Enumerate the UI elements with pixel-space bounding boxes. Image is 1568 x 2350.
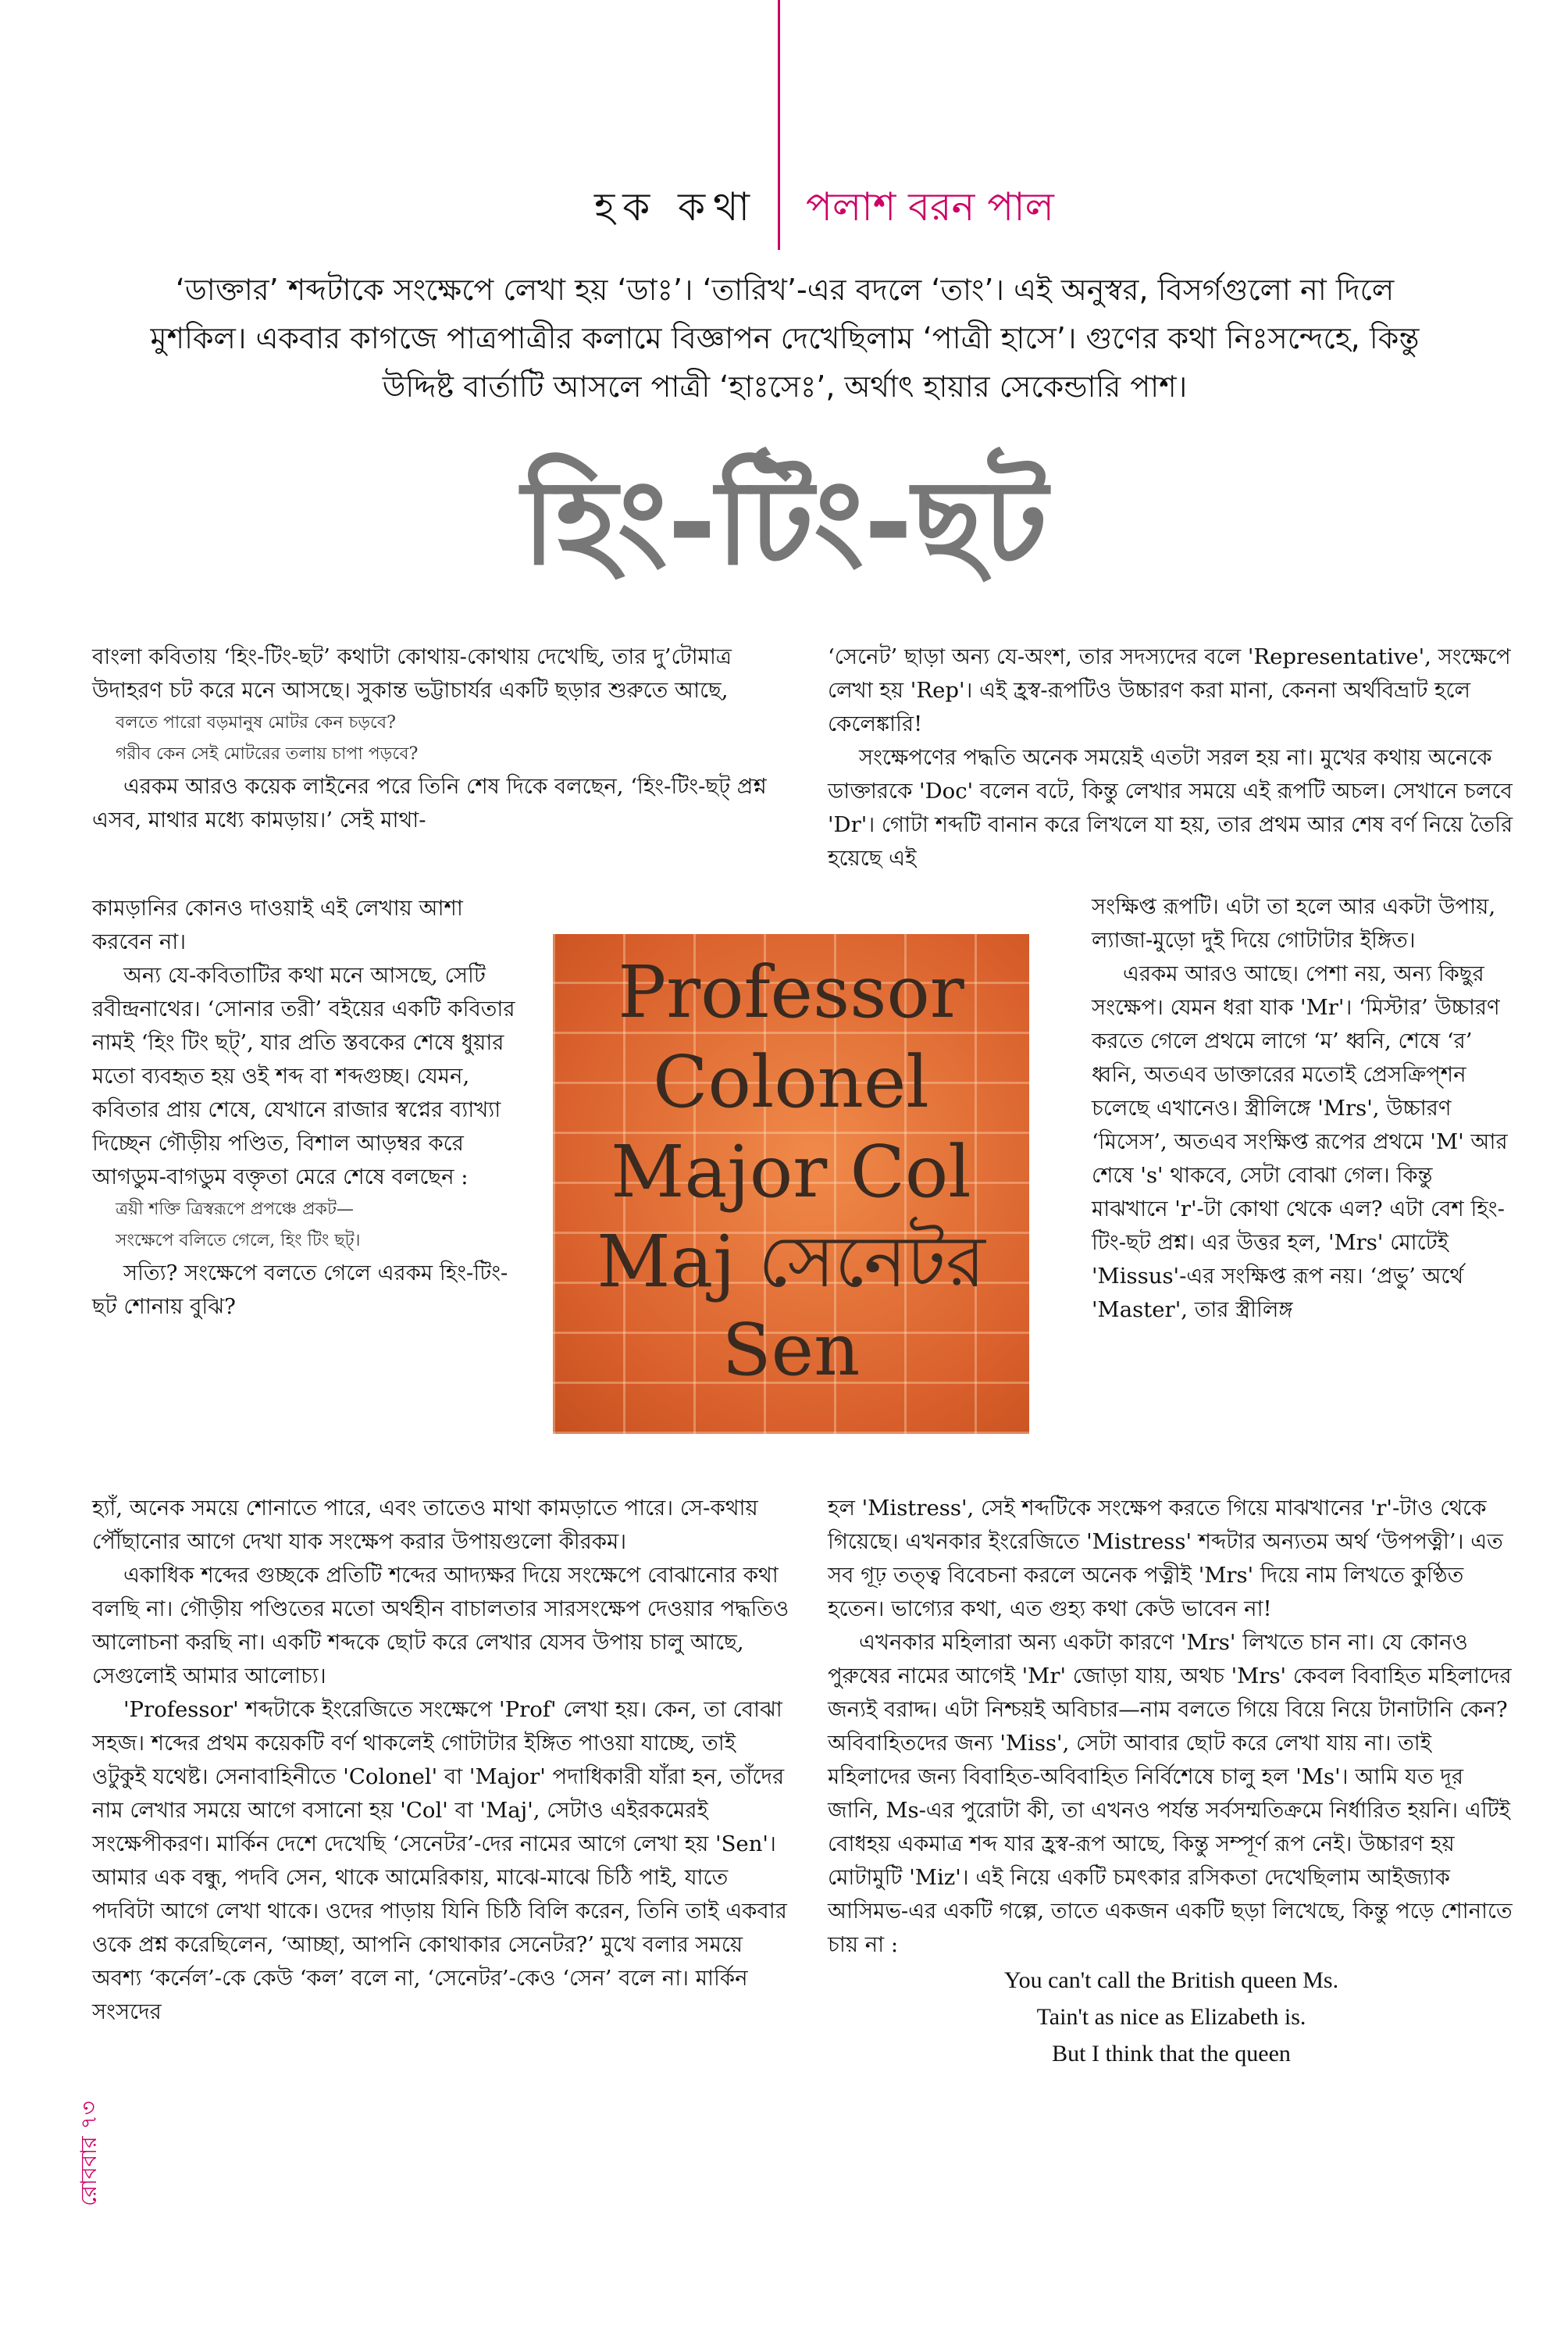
paragraph: সংক্ষিপ্ত রূপটি। এটা তা হলে আর একটা উপায়, ল্যাজা-মুড়ো দুই দিয়ে গোটাটার ইঙ্গিত। [1092, 894, 1496, 953]
header-divider [778, 0, 780, 250]
paragraph: হল 'Mistress', সেই শব্দটিকে সংক্ষেপ করতে গিয়ে মাঝখানের 'r'-টাও থেকে গিয়েছে। এখনকার ইংরেজিতে 'Mistress' শব্দটার অন্যতম অর্থ ‘উপপত্নী’। এত সব গূঢ় তত্ত্ব বিবেচনা করলে অনেক পত্নীই 'Mrs' দিয়ে নাম লিখতে কুণ্ঠিত হতেন। ভাগ্যের কথা, এত গুহ্য কথা কেউ ভাবেন না! [828, 1496, 1503, 1621]
illustration-text: Professor [618, 950, 964, 1034]
left-column-wrap [92, 892, 529, 1324]
page-folio [72, 2101, 103, 2335]
paragraph: এরকম আরও কয়েক লাইনের পরে তিনি শেষ দিকে বলছেন, ‘হিং-টিং-ছট্ প্রশ্ন এসব, মাথার মধ্যে কামড়ায়।’ সেই মাথা- [92, 774, 767, 833]
illustration-text: Sen [722, 1308, 861, 1392]
paragraph: কামড়ানির কোনও দাওয়াই এই লেখায় আশা করবেন না। [92, 896, 463, 954]
abbreviation-illustration [553, 934, 1029, 1434]
verse-line: বলতে পারো বড়মানুষ মোটর কেন চড়বে? [116, 713, 396, 733]
left-column-bottom [92, 1492, 795, 2029]
poem-line: Tain't as nice as Elizabeth is. [1036, 2004, 1306, 2030]
right-column-wrap [1092, 890, 1515, 1327]
illustration-text: Major Col [611, 1130, 971, 1214]
article-title: হিং-টিং-ছট [522, 455, 1048, 591]
paragraph: সংক্ষেপণের পদ্ধতি অনেক সময়েই এতটা সরল হয় না। মুখের কথায় অনেকে ডাক্তারকে 'Doc' বলেন বটে, কিন্তু লেখার সময়ে এই রূপটি অচল। সেখানে চলবে 'Dr'। গোটা শব্দটি বানান করে লিখলে যা হয়, তার প্রথম আর শেষ বর্ণ নিয়ে তৈরি হয়েছে এই [828, 745, 1513, 871]
illustration-text: Colonel [653, 1040, 929, 1124]
paragraph: সত্যি? সংক্ষেপে বলতে গেলে এরকম হিং-টিং-ছট শোনায় বুঝি? [92, 1261, 508, 1319]
verse-line: গরীব কেন সেই মোটরের তলায় চাপা পড়বে? [116, 744, 419, 764]
author-name: পলাশ বরন পাল [806, 184, 1054, 230]
poem-line: You can't call the British queen Ms. [1003, 1967, 1339, 1993]
folio-text: রোববার ৭৩ [76, 2101, 102, 2206]
illustration-text: Maj সেনেটর [597, 1220, 985, 1303]
right-column-bottom [828, 1492, 1515, 2072]
paragraph: ‘সেনেট’ ছাড়া অন্য যে-অংশ, তার সদস্যদের বলে 'Representative', সংক্ষেপে লেখা হয় 'Rep'। এই হ্রস্ব-রূপটিও উচ্চারণ করা মানা, কেননা অর্থবিভ্রাট হলে কেলেঙ্কারি! [828, 644, 1511, 736]
paragraph: একাধিক শব্দের গুচ্ছকে প্রতিটি শব্দের আদ্যক্ষর দিয়ে সংক্ষেপে বোঝানোর কথা বলছি না। গৌড়ীয় পণ্ডিতের মতো অর্থহীন বাচালতার সারসংক্ষেপ দেওয়ার পদ্ধতিও আলোচনা করছি না। একটি শব্দকে ছোট করে লেখার যেসব উপায় চালু আছে, সেগুলোই আমার আলোচ্য। [92, 1563, 789, 1689]
verse-line: সংক্ষেপে বলিতে গেলে, হিং টিং ছট্। [116, 1231, 361, 1250]
paragraph: এখনকার মহিলারা অন্য একটা কারণে 'Mrs' লিখতে চান না। যে কোনও পুরুষের নামের আগেই 'Mr' জোড়া যায়, অথচ 'Mrs' কেবল বিবাহিত মহিলাদের জন্যই বরাদ্দ। এটা নিশ্চয়ই অবিচার—নাম বলতে গিয়ে বিয়ে নিয়ে টানাটানি কেন? অবিবাহিতদের জন্য 'Miss', সেটা আবার ছোট করে লেখা যায় না। তাই মহিলাদের জন্য বিবাহিত-অবিবাহিত নির্বিশেষে চালু হল 'Ms'। আমি যত দূর জানি, Ms-এর পুরোটা কী, তা এখনও পর্যন্ত সর্বসম্মতিক্রমে নির্ধারিত হয়নি। এটিই বোধহয় একমাত্র শব্দ যার হ্রস্ব-রূপ আছে, কিন্তু সম্পূর্ণ রূপ নেই। উচ্চারণ হয় মোটামুটি 'Miz'। এই নিয়ে একটি চমৎকার রসিকতা দেখেছিলাম আইজ্যাক আসিমভ-এর একটি গল্পে, তাতে একজন একটি ছড়া লিখেছে, কিন্তু পড়ে শোনাতে চায় না : [828, 1630, 1513, 1957]
paragraph: হ্যাঁ, অনেক সময়ে শোনাতে পারে, এবং তাতেও মাথা কামড়াতে পারে। সে-কথায় পৌঁছানোর আগে দেখা যাক সংক্ষেপ করার উপায়গুলো কীরকম। [92, 1496, 758, 1554]
column-name: হক কথা [593, 184, 757, 230]
right-column-top [828, 640, 1515, 875]
intro-paragraph: ‘ডাক্তার’ শব্দটাকে সংক্ষেপে লেখা হয় ‘ডাঃ’। ‘তারিখ’-এর বদলে ‘তাং’। এই অনুস্বর, বিসর্গগুলো না দিলে মুশকিল। একবার কাগজে পাত্রপাত্রীর কলামে বিজ্ঞাপন দেখেছিলাম ‘পাত্রী হাসে’। গুণের কথা নিঃসন্দেহে, কিন্তু উদ্দিষ্ট বার্তাটি আসলে পাত্রী ‘হাঃসেঃ’, অর্থাৎ হায়ার সেকেন্ডারি পাশ। [150, 273, 1420, 404]
verse-line: ত্রয়ী শক্তি ত্রিস্বরূপে প্রপঞ্চে প্রকট— [116, 1200, 354, 1219]
left-column-top [92, 640, 795, 837]
paragraph: 'Professor' শব্দটাকে ইংরেজিতে সংক্ষেপে 'Prof' লেখা হয়। কেন, তা বোঝা সহজ। শব্দের প্রথম কয়েকটি বর্ণ থাকলেই গোটাটার ইঙ্গিত পাওয়া যাচ্ছে, তাই ওটুকুই যথেষ্ট। সেনাবাহিনীতে 'Colonel' বা 'Major' পদাধিকারী যাঁরা হন, তাঁদের নাম লেখার সময়ে আগে বসানো হয় 'Col' বা 'Maj', সেটাও এইরকমেরই সংক্ষেপীকরণ। মার্কিন দেশে দেখেছি ‘সেনেটর’-দের নামের আগে লেখা হয় 'Sen'। আমার এক বন্ধু, পদবি সেন, থাকে আমেরিকায়, মাঝে-মাঝে চিঠি পাই, যাতে পদবিটা আগে লেখা থাকে। ওদের পাড়ায় যিনি চিঠি বিলি করেন, তিনি তাই একবার ওকে প্রশ্ন করেছিলেন, ‘আচ্ছা, আপনি কোথাকার সেনেটর?’ মুখে বলার সময়ে অবশ্য ‘কর্নেল’-কে কেউ ‘কল’ বলে না, ‘সেনেটর’-কেও ‘সেন’ বলে না। মার্কিন সংসদের [92, 1697, 787, 2024]
paragraph: এরকম আরও আছে। পেশা নয়, অন্য কিছুর সংক্ষেপ। যেমন ধরা যাক 'Mr'। ‘মিস্টার’ উচ্চারণ করতে গেলে প্রথমে লাগে ‘ম’ ধ্বনি, শেষে ‘র’ ধ্বনি, অতএব ডাক্তারের মতোই প্রেসক্রিপ্শন চলেছে এখানেও। স্ত্রীলিঙ্গে 'Mrs', উচ্চারণ ‘মিসেস’, অতএব সংক্ষিপ্ত রূপের প্রথমে 'M' আর শেষে 's' থাকবে, সেটা বোঝা গেল। কিন্তু মাঝখানে 'r'-টা কোথা থেকে এল? এটা বেশ হিং-টিং-ছট প্রশ্ন। এর উত্তর হল, 'Mrs' মোটেই 'Missus'-এর সংক্ষিপ্ত রূপ নয়। ‘প্রভু’ অর্থে 'Master', তার স্ত্রীলিঙ্গ [1092, 961, 1508, 1322]
paragraph: অন্য যে-কবিতাটির কথা মনে আসছে, সেটি রবীন্দ্রনাথের। ‘সোনার তরী’ বইয়ের একটি কবিতার নামই ‘হিং টিং ছট্’, যার প্রতি স্তবকের শেষে ধুয়ার মতো ব্যবহৃত হয় ওই শব্দ বা শব্দগুচ্ছ। যেমন, কবিতার প্রায় শেষে, যেখানে রাজার স্বপ্নের ব্যাখ্যা দিচ্ছেন গৌড়ীয় পণ্ডিত, বিশাল আড়ম্বর করে আগডুম-বাগডুম বক্তৃতা মেরে শেষে বলছেন : [92, 963, 515, 1189]
poem-line: But I think that the queen [1052, 2041, 1291, 2067]
paragraph: বাংলা কবিতায় ‘হিং-টিং-ছট’ কথাটা কোথায়-কোথায় দেখেছি, তার দু’টোমাত্র উদাহরণ চট করে মনে আসছে। সুকান্ত ভট্টাচার্যর একটি ছড়ার শুরুতে আছে, [92, 644, 732, 703]
